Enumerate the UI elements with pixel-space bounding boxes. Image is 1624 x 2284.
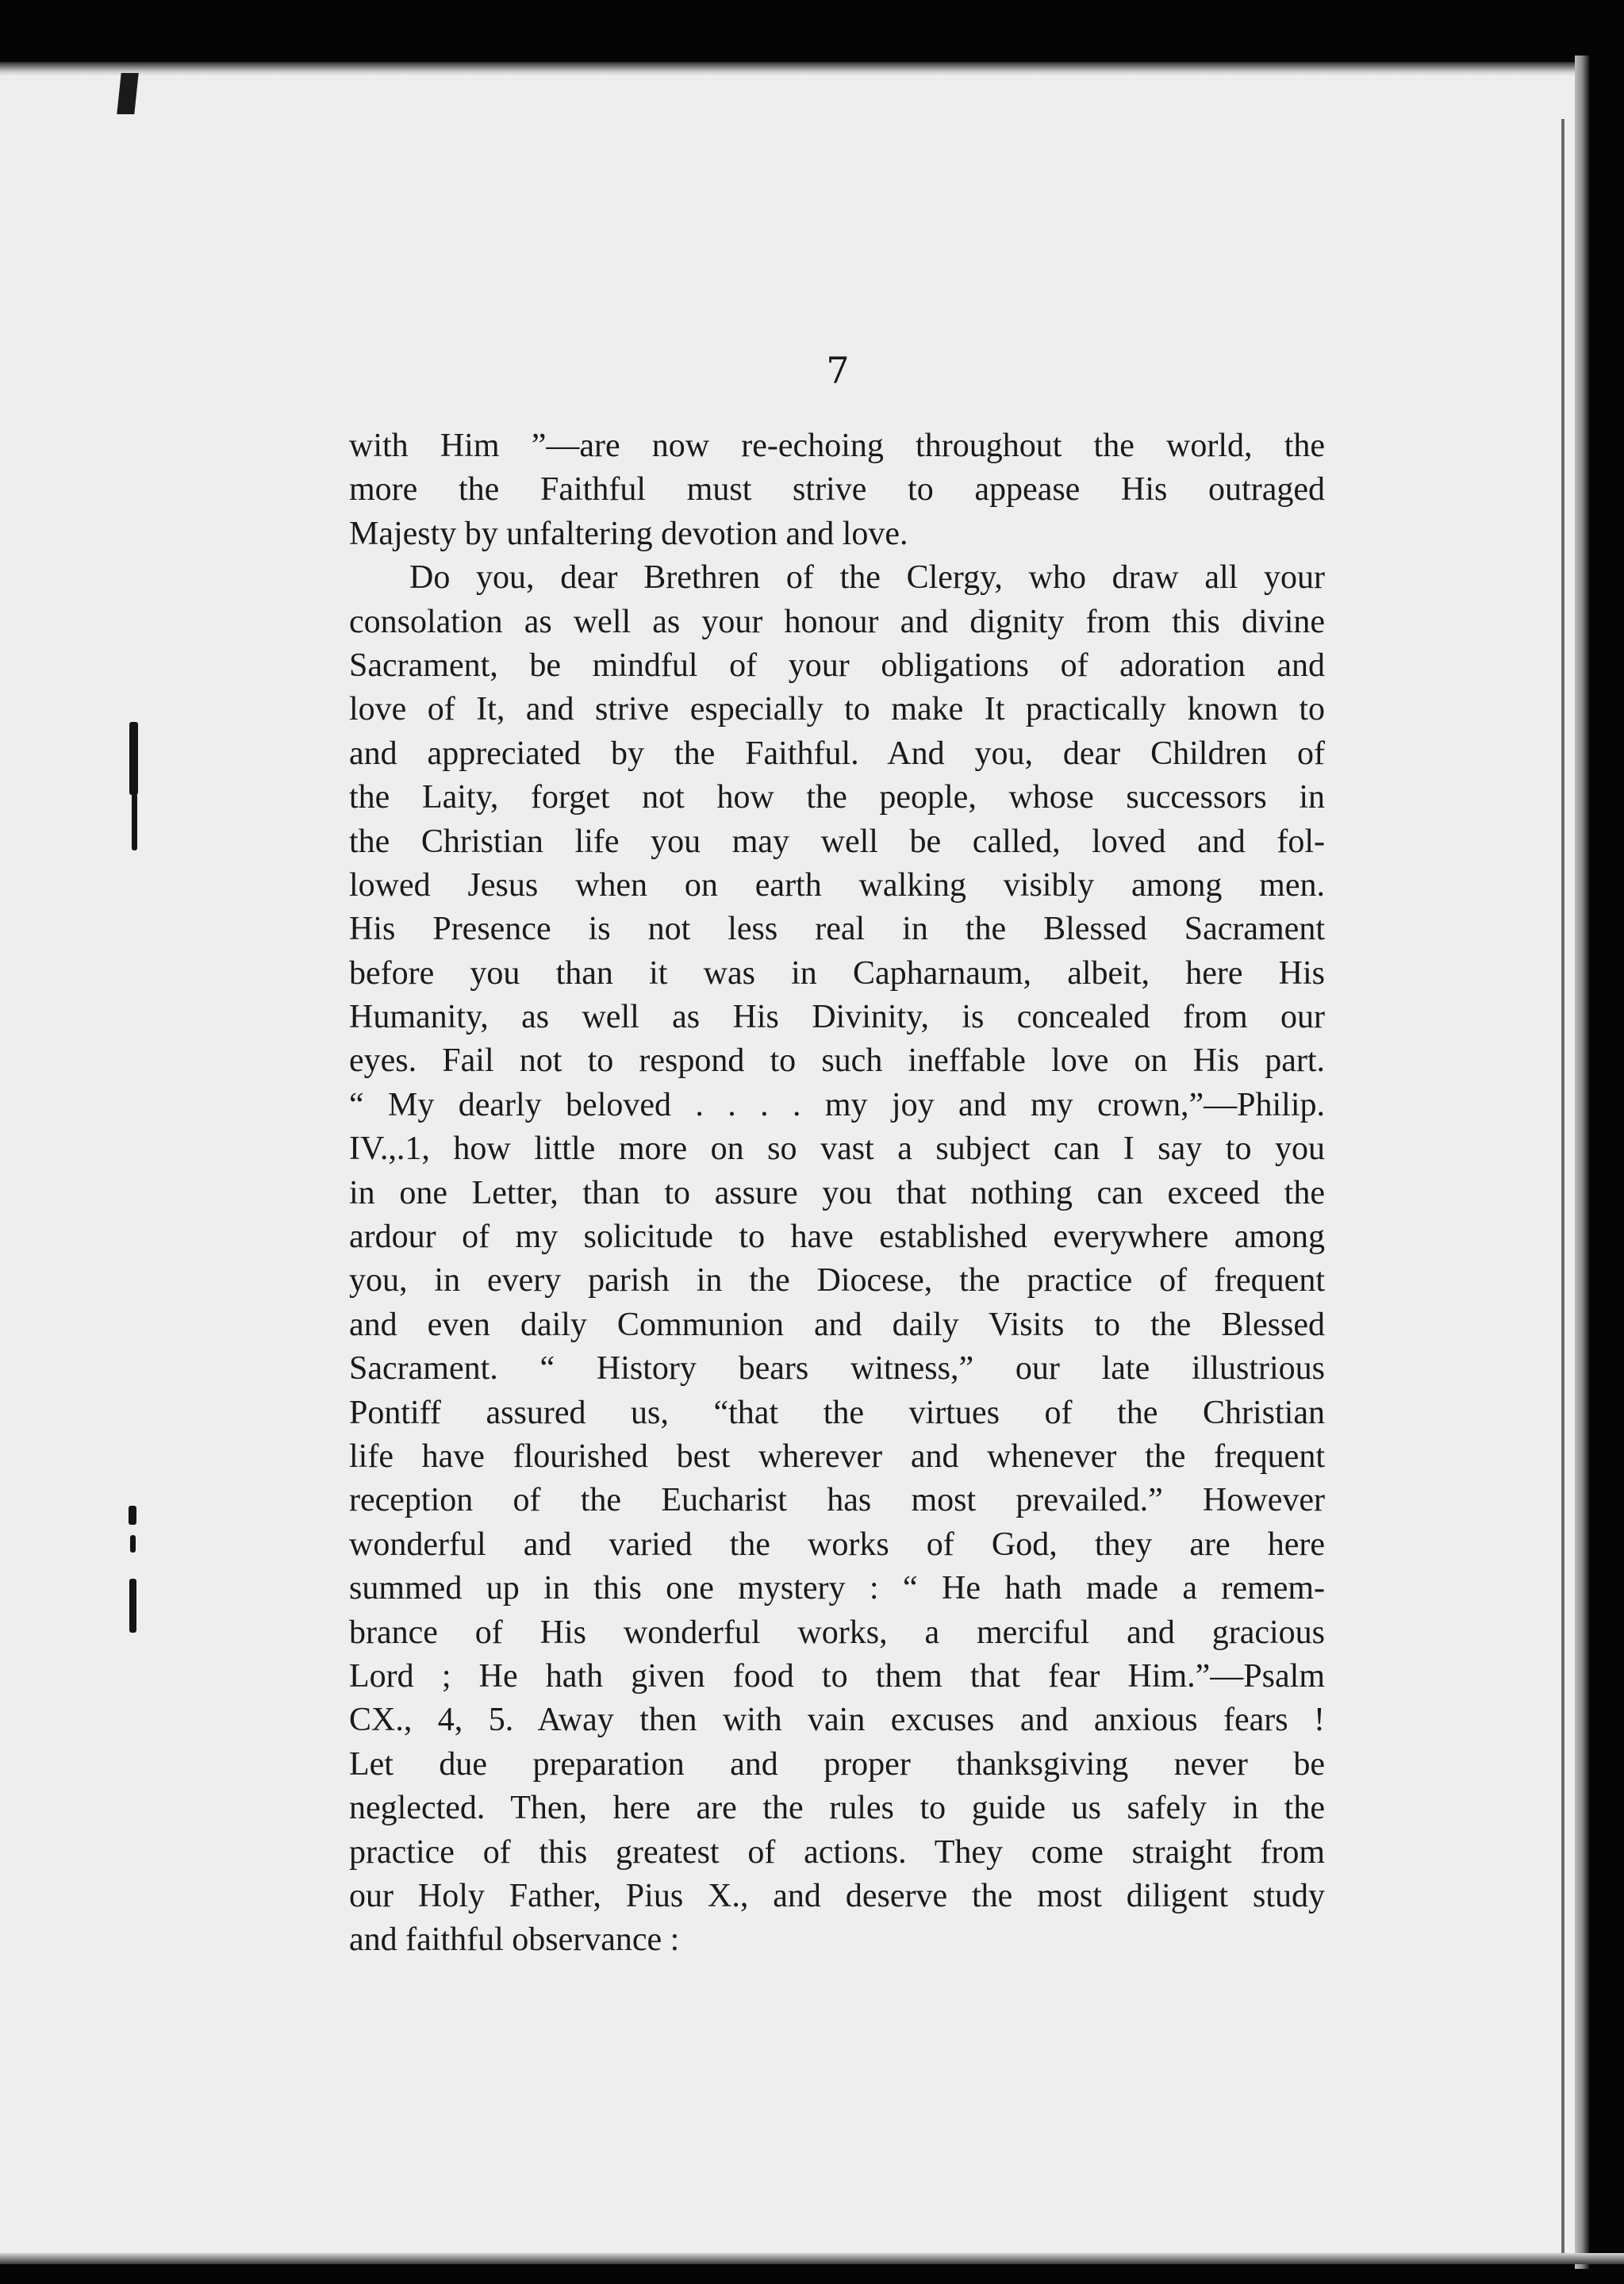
text-line: His Presence is not less real in the Blessed Sacrament [349,911,1325,948]
text-line: summed up in this one mystery : “ He hath made a remem- [349,1570,1325,1607]
page-number: 7 [826,349,850,392]
text-line: brance of His wonderful works, a merciful and gracious [349,1614,1325,1651]
text-line: Majesty by unfaltering devotion and love. [349,515,908,552]
text-line: and even daily Communion and daily Visits to the Blessed [349,1306,1325,1343]
page-top-edge [0,62,1587,76]
text-line: eyes. Fail not to respond to such ineffable love on His part. [349,1042,1325,1080]
text-line: you, in every parish in the Diocese, the practice of frequent [349,1262,1325,1299]
binding-mark [132,793,137,850]
text-line: Sacrament. “ History bears witness,” our late illustrious [349,1350,1325,1388]
text-line: Let due preparation and proper thanksgiving never be [349,1745,1325,1783]
binding-mark [129,1506,136,1525]
binding-mark [129,1579,136,1633]
text-line: wonderful and varied the works of God, they are here [349,1526,1325,1563]
text-line: Humanity, as well as His Divinity, is concealed from our [349,999,1325,1036]
binding-mark [129,722,138,795]
text-line: Sacrament, be mindful of your obligations of adoration and [349,647,1325,684]
text-line: life have flourished best wherever and whenever the frequent [349,1438,1325,1475]
text-line: with Him ”—are now re-echoing throughout the world, the [349,428,1325,464]
text-line: the Christian life you may well be called, loved and fol- [349,823,1325,860]
text-line: the Laity, forget not how the people, whose successors in [349,779,1325,816]
text-line: before you than it was in Capharnaum, albeit, here His [349,954,1325,992]
text-line: CX., 4, 5. Away then with vain excuses and anxious fears ! [349,1702,1325,1739]
text-line: neglected. Then, here are the rules to guide us safely in the [349,1790,1325,1827]
text-line: more the Faithful must strive to appease His outraged [349,471,1325,509]
text-line: reception of the Eucharist has most prevailed.” However [349,1482,1325,1519]
text-line: Lord ; He hath given food to them that fear Him.”—Psalm [349,1657,1325,1695]
text-line: Pontiff assured us, “that the virtues of the Christian [349,1394,1325,1431]
binding-mark [130,1535,136,1553]
text-line: our Holy Father, Pius X., and deserve the most diligent study [349,1877,1325,1914]
page-right-edge [1575,56,1589,2269]
text-line: “ My dearly beloved . . . . my joy and my crown,”—Philip. [349,1086,1325,1123]
text-line: lowed Jesus when on earth walking visibly among men. [349,866,1325,904]
text-line: consolation as well as your honour and dignity from this divine [349,603,1325,640]
text-line: IV.,.1, how little more on so vast a subject can I say to you [349,1130,1325,1168]
text-line: in one Letter, than to assure you that nothing can exceed the [349,1174,1325,1211]
text-line: love of It, and strive especially to make It practically known to [349,691,1325,728]
text-line: ardour of my solicitude to have established everywhere among [349,1219,1325,1256]
page-bottom-edge [0,2253,1624,2264]
text-line: Do you, dear Brethren of the Clergy, who draw all your [409,559,1325,597]
text-line: and faithful observance : [349,1921,680,1959]
text-line: practice of this greatest of actions. They come straight from [349,1833,1325,1871]
page-right-rule [1561,119,1564,2253]
body-text [349,424,1325,1963]
text-line: and appreciated by the Faithful. And you, dear Children of [349,735,1325,772]
